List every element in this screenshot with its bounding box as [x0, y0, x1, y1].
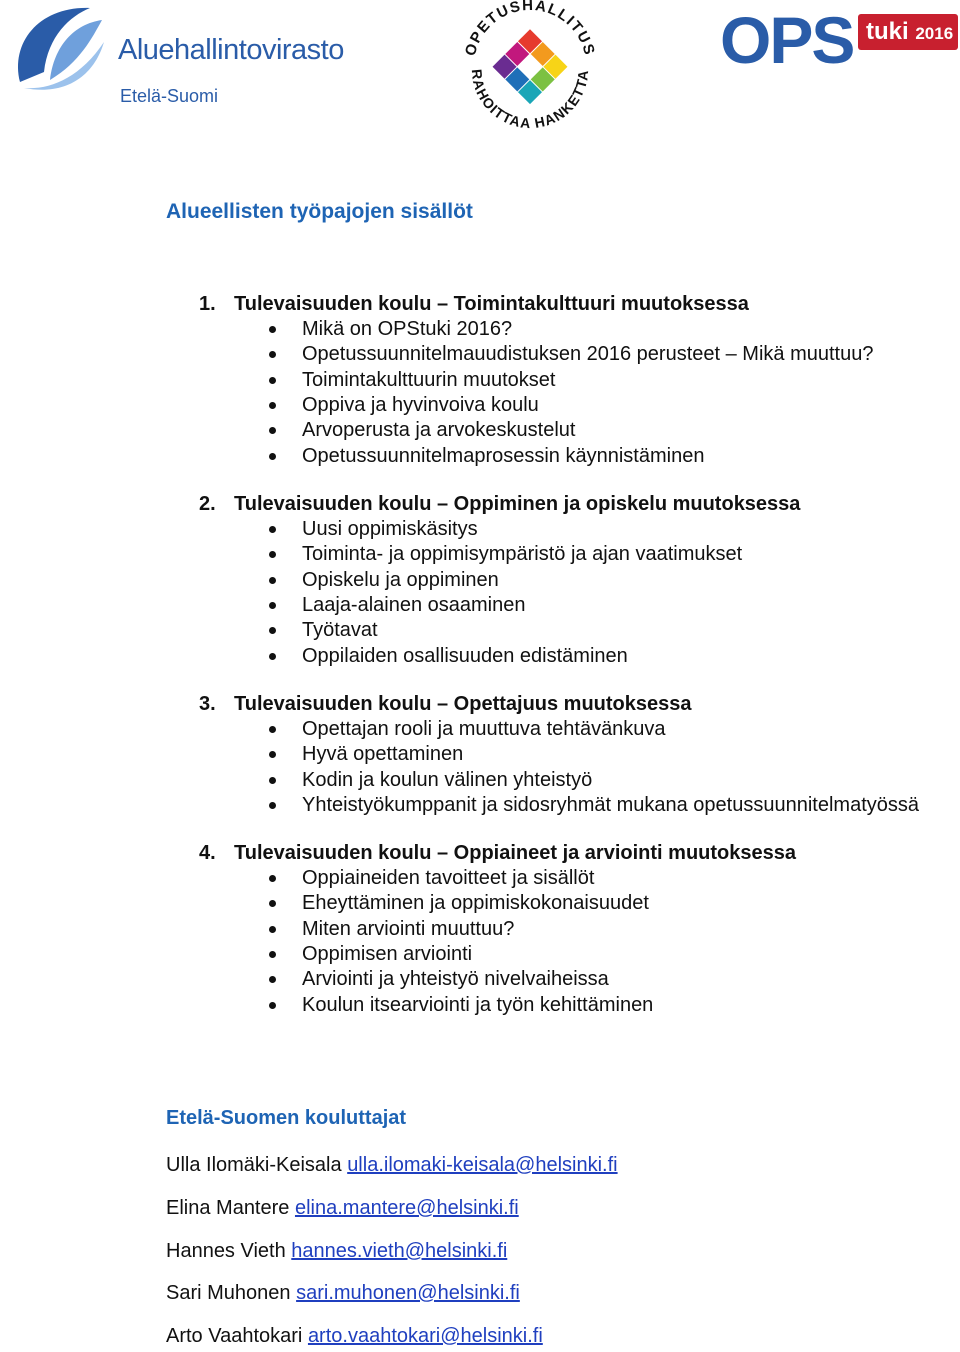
list-item	[302, 717, 666, 741]
list-item-text: Kodin ja koulun välinen yhteistyö	[302, 768, 593, 791]
list-item	[302, 967, 609, 991]
list-item	[302, 568, 499, 592]
bullet-icon	[269, 627, 276, 634]
bullet-icon	[269, 951, 276, 958]
list-item-text: Oppiaineiden tavoitteet ja sisällöt	[302, 867, 595, 889]
bullet-icon	[269, 377, 276, 384]
section-heading-text: Tulevaisuuden koulu – Toimintakulttuuri muutoksessa	[234, 293, 749, 315]
trainer-row	[166, 1197, 519, 1220]
list-item-text: Opetussuunnitelmaprosessin käynnistäminen	[302, 444, 705, 467]
list-item	[302, 742, 463, 766]
list-item	[302, 368, 555, 392]
oph-top-text: OPETUSHALLITUS	[461, 0, 599, 58]
section-heading	[199, 493, 800, 516]
list-item	[302, 317, 512, 341]
bullet-icon	[269, 926, 276, 933]
bullet-icon	[269, 1002, 276, 1009]
list-item-text: Toiminta- ja oppimisympäristö ja ajan vaatimukset	[302, 543, 743, 566]
bullet-icon	[269, 976, 276, 983]
list-item	[302, 891, 649, 915]
list-item	[302, 393, 539, 417]
section-heading-text: Tulevaisuuden koulu – Oppiaineet ja arviointi muutoksessa	[234, 842, 796, 864]
section-number: 1.	[199, 293, 216, 315]
list-item-text: Opettajan rooli ja muuttuva tehtävänkuva	[302, 718, 666, 740]
trainer-email-link[interactable]: sari.muhonen@helsinki.fi	[296, 1282, 520, 1304]
bullet-icon	[269, 875, 276, 882]
trainer-name: Elina Mantere	[166, 1197, 290, 1219]
list-item	[302, 993, 653, 1017]
list-item-text: Miten arviointi muuttuu?	[302, 917, 515, 940]
list-item-text: Oppiva ja hyvinvoiva koulu	[302, 393, 539, 416]
list-item	[302, 866, 594, 890]
trainer-row	[166, 1240, 507, 1263]
avi-emblem-icon	[10, 2, 110, 98]
list-item-text: Opiskelu ja oppiminen	[302, 568, 499, 591]
bullet-icon	[269, 526, 276, 533]
trainer-email-link[interactable]: hannes.vieth@helsinki.fi	[291, 1240, 508, 1262]
list-item-text: Arvoperusta ja arvokeskustelut	[302, 419, 576, 442]
trainer-row	[166, 1325, 543, 1348]
bullet-icon	[269, 551, 276, 558]
list-item	[302, 342, 873, 366]
bullet-icon	[269, 802, 276, 809]
bullet-icon	[269, 402, 276, 409]
list-item-text: Arviointi ja yhteistyö nivelvaiheissa	[302, 968, 609, 991]
list-item	[302, 444, 704, 468]
list-item	[302, 418, 575, 442]
list-item-text: Mikä on OPStuki 2016?	[302, 318, 513, 340]
ops-tuki-tag	[858, 14, 958, 50]
list-item-text: Työtavat	[302, 619, 378, 642]
list-item-text: Uusi oppimiskäsitys	[302, 518, 478, 540]
trainer-email-link[interactable]: arto.vaahtokari@helsinki.fi	[307, 1325, 543, 1347]
section-number: 3.	[199, 693, 216, 715]
section-heading	[199, 693, 692, 716]
ops-tag-year: 2016	[915, 24, 954, 43]
opstuki-logo	[720, 3, 960, 78]
avi-logo	[10, 2, 370, 112]
ops-wordmark: OPS	[720, 3, 854, 77]
trainer-email-link[interactable]: elina.mantere@helsinki.fi	[294, 1197, 519, 1219]
list-item	[302, 517, 478, 541]
list-item-text: Oppimisen arviointi	[302, 942, 473, 965]
bullet-icon	[269, 653, 276, 660]
bullet-icon	[269, 427, 276, 434]
list-item	[302, 593, 526, 617]
section-heading	[199, 293, 749, 316]
list-item	[302, 618, 378, 642]
section-heading-text: Tulevaisuuden koulu – Oppiminen ja opiskelu muutoksessa	[234, 493, 801, 515]
trainer-email-link[interactable]: ulla.ilomaki-keisala@helsinki.fi	[347, 1154, 618, 1176]
bullet-icon	[269, 751, 276, 758]
list-item-text: Eheyttäminen ja oppimiskokonaisuudet	[302, 892, 649, 915]
section-heading-text: Tulevaisuuden koulu – Opettajuus muutoksessa	[234, 693, 692, 715]
list-item-text: Oppilaiden osallisuuden edistäminen	[302, 644, 628, 667]
avi-region: Etelä-Suomi	[120, 86, 219, 106]
list-item	[302, 542, 742, 566]
list-item-text: Laaja-alainen osaaminen	[302, 593, 526, 616]
bullet-icon	[269, 777, 276, 784]
bullet-icon	[269, 900, 276, 907]
bullet-icon	[269, 326, 276, 333]
section-heading	[199, 842, 796, 865]
ops-tag-word: tuki	[866, 18, 909, 45]
list-item	[302, 768, 592, 792]
list-item-text: Hyvä opettaminen	[302, 743, 464, 766]
bullet-icon	[269, 453, 276, 460]
opetushallitus-seal-icon	[460, 0, 600, 134]
list-item-text: Koulun itsearviointi ja työn kehittäminen	[302, 993, 654, 1016]
list-item-text: Toimintakulttuurin muutokset	[302, 368, 556, 391]
trainer-row	[166, 1154, 618, 1177]
list-item	[302, 793, 919, 817]
list-item	[302, 917, 514, 941]
trainer-name: Hannes Vieth	[166, 1240, 286, 1262]
oph-bottom-text: RAHOITTAA HANKETTA	[468, 68, 592, 132]
page-title: Alueellisten työpajojen sisällöt	[166, 200, 473, 223]
trainer-name: Ulla Ilomäki-Keisala	[166, 1154, 342, 1176]
trainers-title: Etelä-Suomen kouluttajat	[166, 1107, 407, 1129]
bullet-icon	[269, 726, 276, 733]
header	[0, 0, 960, 140]
bullet-icon	[269, 577, 276, 584]
list-item-text: Opetussuunnitelmauudistuksen 2016 perusteet – Mikä muuttuu?	[302, 343, 874, 366]
list-item	[302, 942, 472, 966]
section-number: 4.	[199, 842, 216, 864]
opetushallitus-logo	[460, 0, 600, 134]
section-number: 2.	[199, 493, 216, 515]
list-item-text: Yhteistyökumppanit ja sidosryhmät mukana opetussuunnitelmatyössä	[302, 793, 919, 816]
trainer-name: Arto Vaahtokari	[166, 1325, 303, 1347]
trainer-name: Sari Muhonen	[166, 1282, 291, 1304]
trainer-row	[166, 1282, 520, 1305]
bullet-icon	[269, 351, 276, 358]
bullet-icon	[269, 602, 276, 609]
list-item	[302, 644, 628, 668]
avi-name: Aluehallintovirasto	[118, 34, 344, 66]
